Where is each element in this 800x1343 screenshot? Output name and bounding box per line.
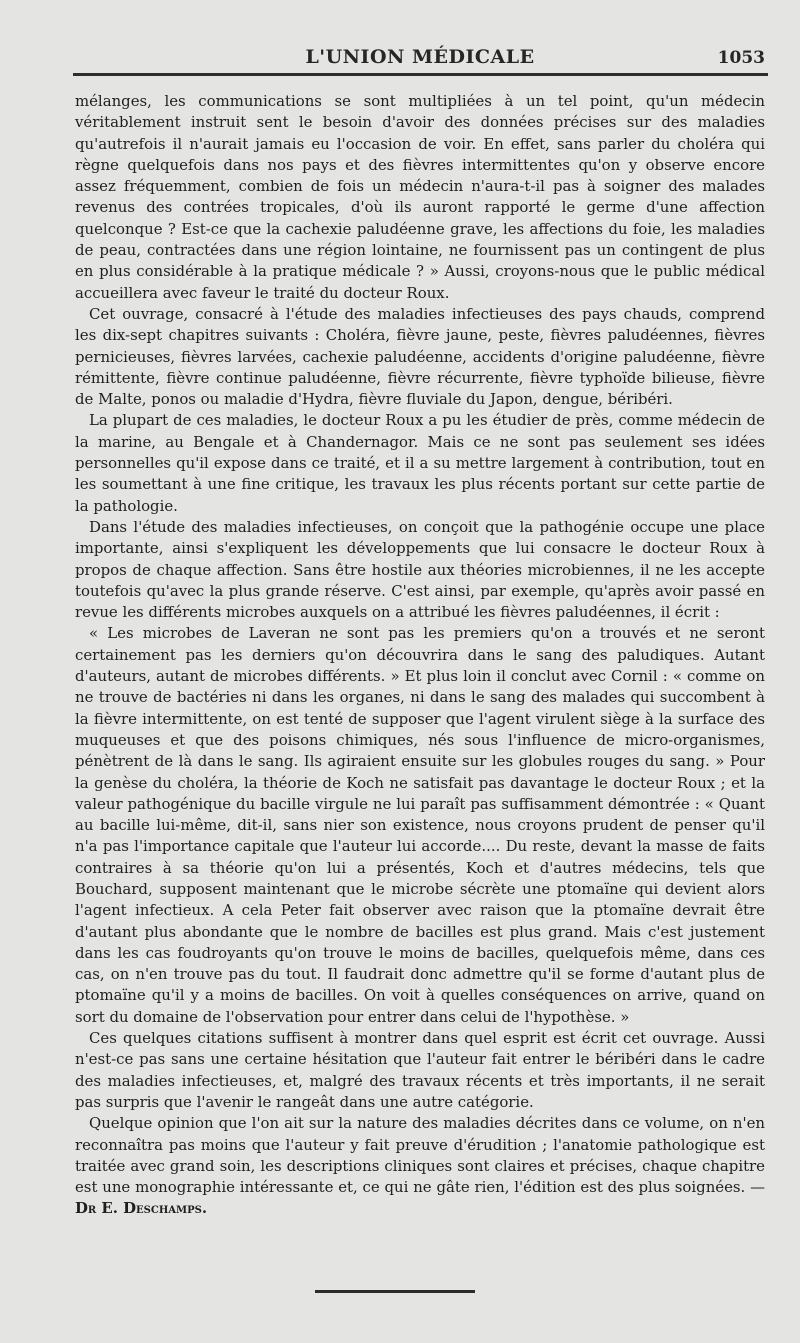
page-header [75,42,765,72]
paragraph-4: Dans l'étude des maladies infectieuses, on conçoit que la pathogénie occupe une place importante, ainsi s'expliquent les développements que lui consacre le docteur Roux à propos de chaque affection. Sans être hostile aux théories microbiennes, il ne les accepte toutefois qu'avec la plus grande réserve. C'est ainsi, par exemple, qu'après avoir passé en revue les différents microbes auxquels on a attribué les fièvres paludéennes, il écrit : [75,517,765,622]
header-rule [73,73,768,76]
closing-text: Quelque opinion que l'on ait sur la nature des maladies décrites dans ce volume, on n'en reconnaîtra pas moins que l'auteur y fait preuve d'érudition ; l'anatomie pathologique est traitée avec grand soin, les descriptions cliniques sont claires et précises, chaque chapitre est une monographie intéressante et, ce qui ne gâte rien, l'édition est des plus soignées. — [75,1114,765,1197]
paragraph-2: Cet ouvrage, consacré à l'étude des maladies infectieuses des pays chauds, comprend les dix-sept chapitres suivants : Choléra, fièvre jaune, peste, fièvres paludéennes, fièvres pernicieuses, fièvres larvées, cachexie paludéenne, accidents d'origine paludéenne, fièvre rémittente, fièvre continue paludéenne, fièvre récurrente, fièvre typhoïde bilieuse, fièvre de Malte, ponos ou maladie d'Hydra, fièvre fluviale du Japon, dengue, béribéri. [75,304,765,409]
paragraph-3: La plupart de ces maladies, le docteur Roux a pu les étudier de près, comme médecin de la marine, au Bengale et à Chandernagor. Mais ce ne sont pas seulement ses idées personnelles qu'il expose dans ce traité, et il a su mettre largement à contribution, tout en les soumettant à une fine critique, les travaux les plus récents portant sur cette partie de la pathologie. [75,411,765,515]
paragraph-7 [75,1113,765,1219]
paragraph-5: « Les microbes de Laveran ne sont pas les premiers qu'on a trouvés et ne seront certainement pas les derniers qu'on découvrira dans le sang des paludiques. Autant d'auteurs, autant de microbes différents. » Et plus loin il conclut avec Cornil : « comme on ne trouve de bactéries ni dans les organes, ni dans le sang des malades qui succombent à la fièvre intermittente, on est tenté de supposer que l'agent virulent siège à la surface des muqueuses et que des poisons chimiques, nés sous l'influence de micro-organismes, pénètrent de là dans le sang. Ils agiraient ensuite sur les globules rouges du sang. » Pour la genèse du choléra, la théorie de Koch ne satisfait pas davantage le docteur Roux ; et la valeur pathogénique du bacille virgule ne lui paraît pas suffisamment démontrée : « Quant au bacille lui-même, dit-il, sans nier son existence, nous croyons prudent de penser qu'il n'a pas l'importance capitale que l'auteur lui accorde.... Du reste, devant la masse de faits contraires à sa théorie qu'on lui a présentés, Koch et d'autres médecins, tels que Bouchard, supposent maintenant que le microbe sécrète une ptomaïne qui devient alors l'agent infectieux. A cela Peter fait observer avec raison que la ptomaïne devrait être d'autant plus abondante que le nombre de bacilles est plus grand. Mais c'est justement dans les cas foudroyants qu'on trouve le moins de bacilles, quelquefois même, dans ces cas, on n'en trouve pas du tout. Il faudrait donc admettre qu'il se forme d'autant plus de ptomaïne qu'il y a moins de bacilles. On voit à quelles conséquences on arrive, quand on sort du domaine de l'observation pour entrer dans celui de l'hypothèse. » [75,624,765,1026]
page-number: 1053 [717,48,765,68]
author-signature: Dr E. Deschamps. [75,1199,208,1218]
paragraph-6: Ces quelques citations suffisent à montrer dans quel esprit est écrit cet ouvrage. Aussi n'est-ce pas sans une certaine hésitation que l'auteur fait entrer le béribéri dans le cadre des maladies infectieuses, et, malgré des travaux récents et très importants, il ne serait pas surpris que l'avenir le rangeât dans une autre catégorie. [75,1029,765,1111]
footer-rule [315,1290,475,1293]
running-title: L'UNION MÉDICALE [305,46,535,68]
paragraph-1: mélanges, les communications se sont multipliées à un tel point, qu'un médecin véritablement instruit sent le besoin d'avoir des données précises sur des maladies qu'autrefois il n'aurait jamais eu l'occasion de voir. En effet, sans parler du choléra qui règne quelquefois dans nos pays et des fièvres intermittentes qu'on y observe encore assez fréquemment, combien de fois un médecin n'aura-t-il pas à soigner des malades revenus des contrées tropicales, d'où ils auront rapporté le germe d'une affection quelconque ? Est-ce que la cachexie paludéenne grave, les affections du foie, les maladies de peau, contractées dans une région lointaine, ne fournissent pas un contingent de plus en plus considérable à la pratique médicale ? » Aussi, croyons-nous que le public médical accueillera avec faveur le traité du docteur Roux. [75,92,765,302]
article-body [75,91,765,1220]
